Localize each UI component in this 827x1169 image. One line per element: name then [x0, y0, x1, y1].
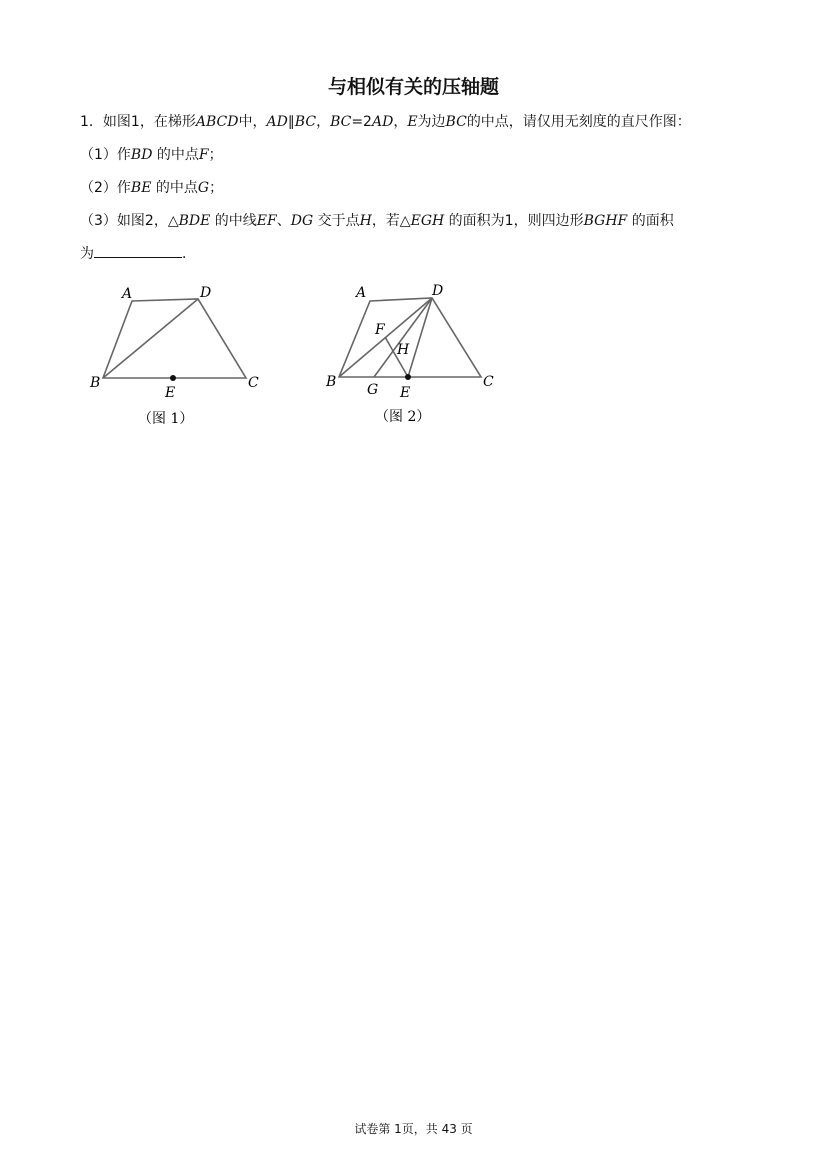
- label-c: C: [483, 374, 494, 390]
- question-1-part-3-answer-line: [80, 243, 196, 264]
- figure-2-caption: （图 2）: [375, 409, 431, 425]
- label-a: A: [122, 286, 133, 302]
- question-1-part-3: [80, 211, 674, 231]
- part-text: ；: [209, 180, 224, 196]
- q1-text: 为边: [417, 114, 446, 130]
- question-number: 1．: [80, 114, 103, 130]
- label-c: C: [248, 375, 259, 391]
- answer-blank[interactable]: [94, 243, 182, 258]
- point-g: G: [197, 180, 210, 196]
- label-b: B: [326, 374, 337, 390]
- trapezoid-abcd: [339, 298, 481, 377]
- part-text: 、: [276, 213, 291, 229]
- part-text: （3）如图2，△: [80, 213, 179, 229]
- q1-bc: BC: [330, 114, 352, 130]
- point-e-marker: [405, 374, 411, 380]
- q1-text: ，: [393, 114, 408, 130]
- segment-de: [408, 298, 432, 377]
- segment-be: BE: [130, 180, 152, 196]
- question-1-part-2: [80, 178, 223, 198]
- figure-1: [80, 280, 280, 430]
- q1-eq: =2: [351, 114, 372, 130]
- label-b: B: [90, 375, 101, 391]
- part-text: （1）作: [80, 147, 131, 163]
- figure-2: [318, 280, 518, 430]
- segment-dg: DG: [290, 213, 314, 229]
- question-1-stem: [80, 112, 691, 132]
- part-text: 为: [80, 246, 94, 262]
- part-text: 的中点: [155, 180, 198, 196]
- q1-bc: BC: [445, 114, 467, 130]
- trapezoid-abcd: [103, 299, 246, 378]
- label-h: H: [397, 342, 410, 358]
- figure-1-caption: （图 1）: [138, 411, 194, 427]
- q1-e: E: [407, 114, 418, 130]
- parallel-symbol: ∥: [287, 114, 295, 130]
- triangle-bde: BDE: [178, 213, 211, 229]
- label-e: E: [400, 385, 411, 401]
- point-h: H: [359, 213, 372, 229]
- page-footer: 试卷第 1页，共 43 页: [354, 1122, 473, 1136]
- label-f: F: [375, 322, 385, 338]
- triangle-egh: EGH: [410, 213, 445, 229]
- part-text: ；: [208, 147, 223, 163]
- segment-ef: EF: [256, 213, 277, 229]
- point-f: F: [198, 147, 209, 163]
- page-title: 与相似有关的压轴题: [327, 76, 499, 98]
- part-text: 的面积: [631, 213, 674, 229]
- q1-ad: AD: [371, 114, 394, 130]
- label-d: D: [432, 283, 444, 299]
- part-text: ．: [182, 246, 196, 262]
- q1-text: 的中点，请仅用无刻度的直尺作图：: [466, 114, 691, 130]
- point-e-marker: [170, 375, 176, 381]
- part-text: 交于点: [317, 213, 360, 229]
- quadrilateral-bghf: BGHF: [583, 213, 628, 229]
- part-text: ，若△: [371, 213, 411, 229]
- q1-text: 中，: [238, 114, 267, 130]
- part-text: 的中点: [156, 147, 199, 163]
- label-d: D: [200, 285, 212, 301]
- label-a: A: [356, 285, 367, 301]
- part-text: （2）作: [80, 180, 131, 196]
- part-text: 的面积为1，则四边形: [448, 213, 584, 229]
- q1-bc: BC: [294, 114, 317, 130]
- q1-abcd: ABCD: [195, 114, 239, 130]
- label-g: G: [367, 382, 379, 398]
- question-1-part-1: [80, 145, 223, 165]
- q1-ad: AD: [266, 114, 288, 130]
- segment-bd: BD: [130, 147, 153, 163]
- part-text: 的中线: [214, 213, 257, 229]
- q1-text: ，: [316, 114, 331, 130]
- label-e: E: [165, 385, 176, 401]
- q1-text: 如图1，在梯形: [102, 114, 196, 130]
